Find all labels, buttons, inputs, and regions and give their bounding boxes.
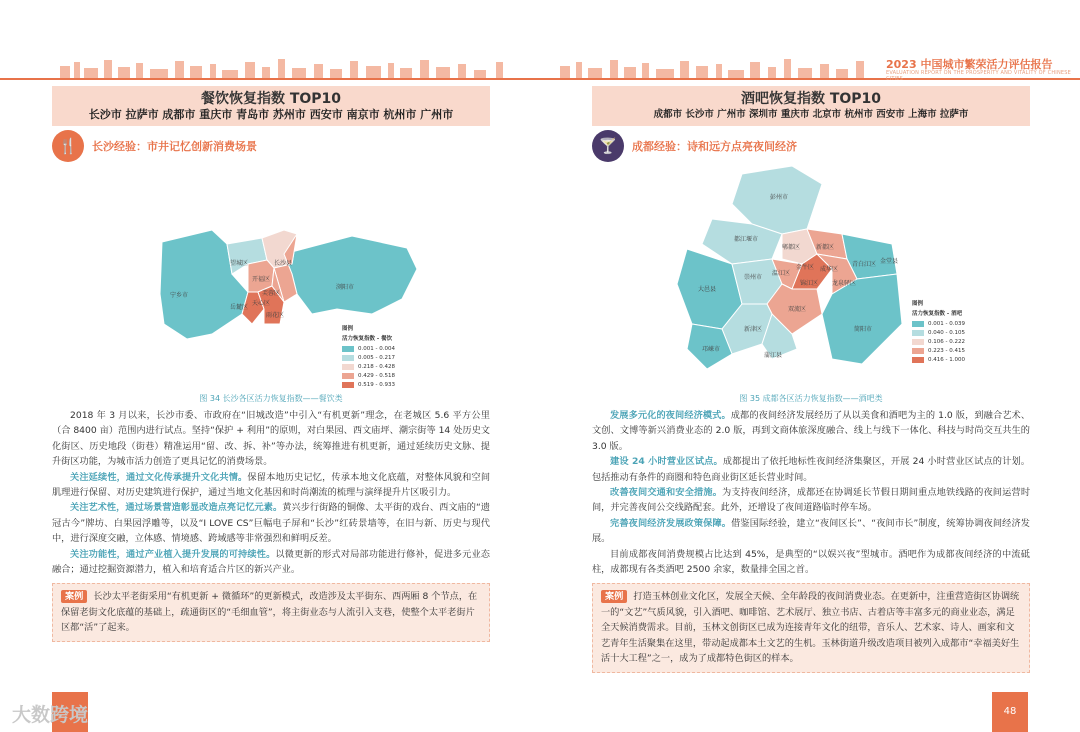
map-label: 都江堰市 xyxy=(734,236,759,243)
report-subtitle: EVALUATION REPORT ON THE PROSPERITY AND VITALITY OF CHINESE CITIES xyxy=(886,70,1071,82)
right-title: 酒吧恢复指数 TOP10 xyxy=(740,91,882,107)
right-paragraph-3: 改善夜间交通和安全措施。为支持夜间经济，成都还在协调延长节假日期间重点地铁线路的夜间运营时间，并完善夜间公交线路配套。此外，还增设了夜间道路临时停车场。 xyxy=(592,487,1031,514)
left-experience xyxy=(52,128,490,164)
map-label: 双流区 xyxy=(788,306,807,313)
left-title-band xyxy=(52,86,490,126)
case-tag: 案例 xyxy=(601,590,627,603)
map-label: 郫都区 xyxy=(782,244,801,251)
highlight-text: 改善夜间交通和安全措施。 xyxy=(610,487,723,499)
map-label: 新都区 xyxy=(816,244,835,251)
map-label: 金牛区 xyxy=(796,264,815,271)
legend-title: 图例 xyxy=(912,301,924,307)
legend-row: 0.106 - 0.222 xyxy=(912,337,965,346)
highlight-text: 关注延续性，通过文化传承提升文化共情。 xyxy=(70,471,248,483)
chengdu-map xyxy=(592,164,1030,389)
legend-row: 0.005 - 0.217 xyxy=(342,353,395,362)
map-label: 望城区 xyxy=(230,260,249,267)
map-label: 蒲江县 xyxy=(764,352,783,359)
right-paragraph-5: 目前成都夜间消费规模占比达到 45%，是典型的“以娱兴夜”型城市。酒吧作为成都夜间经济的中流砥柱，成都现有各类酒吧 2500 余家，数量排全国之首。 xyxy=(592,548,1030,576)
highlight-text: 建设 24 小时营业区试点。 xyxy=(610,456,723,468)
bar-icon: 🍸 xyxy=(592,130,624,162)
left-page xyxy=(52,86,490,642)
right-paragraph-2: 建设 24 小时营业区试点。成都提出了依托地标性夜间经济集聚区，开展 24 小时营业区试点的计划。包括推动有条件的商圈和特色商业街区延长营业时间。 xyxy=(592,456,1030,483)
case-text: 打造玉林创业文化区，发展全天候、全年龄段的夜间消费业态。在更新中，注重营造街区协调统一的“文艺”气质风貌，引入酒吧、咖啡馆、艺术展厅、独立书店、古着店等丰富多元的商业业态，满足全天候消费需求。目前，玉林文创街区已成为连接青年文化的纽带，音乐人、艺术家、诗人、画家和文艺青年生活聚集在这里，带动起成都本土文艺的生机。玉林街道升级改造项目被列入成都市“幸福美好生活十大工程”之一，成为了成都特色街区的样本。 xyxy=(601,591,1020,665)
map-label: 芙蓉区 xyxy=(262,290,281,297)
left-paragraph-4: 关注功能性，通过产业植入提升发展的可持续性。以微更新的形式对局部功能进行修补，促进多元业态融合；通过挖掘资源潜力，植入和培育适合片区的新兴产业。 xyxy=(52,548,490,576)
changsha-map-shapes xyxy=(52,164,490,389)
map-label: 龙泉驿区 xyxy=(832,280,857,287)
right-experience xyxy=(592,128,1030,164)
right-page-number: 48 xyxy=(992,692,1028,732)
right-paragraph-4: 完善夜间经济发展政策保障。借鉴国际经验，建立“夜间区长”、“夜间市长”制度，统筹协调夜间经济发展。 xyxy=(592,517,1030,545)
fork-knife-icon: 🍴 xyxy=(52,130,84,162)
right-case-box xyxy=(592,583,1030,672)
map-label: 天心区 xyxy=(252,300,271,307)
legend-row: 0.223 - 0.415 xyxy=(912,346,965,355)
highlight-text: 关注艺术性，通过场景营造彰显改造点亮记忆元素。 xyxy=(70,502,283,514)
highlight-text: 完善夜间经济发展政策保障。 xyxy=(610,517,732,529)
left-case-box xyxy=(52,583,490,641)
left-paragraph-3: 关注艺术性，通过场景营造彰显改造点亮记忆元素。黄兴步行街路的铜像、太平街的戏台、西文庙的“遗冠古今”牌坊、白果园浮雕等，以及“I LOVE CS”巨幅电子屏和“长沙”红砖景墙等，在旧与新、历史与现代中，进行深度交融，立体感、情境感、跨域感等非常强烈和鲜明反差。 xyxy=(52,502,490,545)
case-tag: 案例 xyxy=(61,590,87,603)
legend-row: 0.001 - 0.004 xyxy=(342,344,395,353)
map-label: 浏阳市 xyxy=(336,284,355,291)
legend-subtitle: 活力恢复指数 - 餐饮 xyxy=(342,336,393,342)
right-cities: 成都市 长沙市 广州市 深圳市 重庆市 北京市 杭州市 西安市 上海市 拉萨市 xyxy=(653,109,969,120)
map-label: 大邑县 xyxy=(698,286,717,293)
legend-subtitle: 活力恢复指数 - 酒吧 xyxy=(912,311,963,317)
map-label: 开福区 xyxy=(252,276,271,283)
map-label: 新津区 xyxy=(744,326,763,333)
legend-row: 0.001 - 0.039 xyxy=(912,319,965,328)
map-label: 简阳市 xyxy=(854,326,873,333)
legend-row: 0.519 - 0.933 xyxy=(342,380,395,389)
map-label: 崇州市 xyxy=(744,274,763,281)
right-figure-caption: 图 35 成都各区活力恢复指数——酒吧类 xyxy=(739,394,883,403)
legend-row: 0.040 - 0.105 xyxy=(912,328,965,337)
legend-row: 0.429 - 0.518 xyxy=(342,371,395,380)
map-label: 金堂县 xyxy=(880,258,899,265)
right-page xyxy=(592,86,1030,673)
map-label: 雨花区 xyxy=(266,312,285,319)
changsha-map xyxy=(52,164,490,389)
right-paragraph-1: 发展多元化的夜间经济模式。成都的夜间经济发展经历了从以美食和酒吧为主的 1.0 版，到融合艺术、文创、文博等新兴消费业态的 2.0 版，再到文商体旅深度融合、线上与线下一体化、科技与时尚交互共生的 3.0 版。 xyxy=(592,410,1031,452)
map-label: 成华区 xyxy=(820,266,839,273)
report-title: 2023 中国城市繁荣活力评估报告 xyxy=(886,58,1053,71)
highlight-text: 发展多元化的夜间经济模式。 xyxy=(610,410,731,421)
map-label: 邛崃市 xyxy=(702,346,721,353)
watermark: 大数跨境 xyxy=(12,704,89,726)
left-title: 餐饮恢复指数 TOP10 xyxy=(200,91,342,107)
map-label: 长沙县 xyxy=(274,260,293,267)
right-experience-title: 成都经验：诗和远方点亮夜间经济 xyxy=(632,140,797,153)
left-legend xyxy=(342,324,395,389)
map-label: 青白江区 xyxy=(852,261,877,268)
highlight-text: 关注功能性，通过产业植入提升发展的可持续性。 xyxy=(70,548,276,560)
map-label: 锦江区 xyxy=(800,280,819,287)
map-label: 岳麓区 xyxy=(230,304,249,311)
right-legend xyxy=(912,299,965,364)
legend-row: 0.416 - 1.000 xyxy=(912,355,965,364)
map-label: 彭州市 xyxy=(770,194,789,201)
right-title-band xyxy=(592,86,1030,126)
legend-title: 图例 xyxy=(342,326,354,332)
map-label: 宁乡市 xyxy=(170,292,189,299)
case-text: 长沙太平老街采用“有机更新 + 微循环”的更新模式，改造涉及太平街东、西两厢 8 个节点，在保留老街文化底蕴的基础上，疏通街区的“毛细血管”，将主街业态与人流引入支巷，使整个太平老街片区都“活”了起来。 xyxy=(61,591,478,634)
map-label: 温江区 xyxy=(772,270,791,277)
left-cities: 长沙市 拉萨市 成都市 重庆市 青岛市 苏州市 西安市 南京市 杭州市 广州市 xyxy=(88,108,454,121)
left-figure-caption: 图 34 长沙各区活力恢复指数——餐饮类 xyxy=(199,394,343,403)
left-experience-title: 长沙经验：市井记忆创新消费场景 xyxy=(92,140,257,153)
left-paragraph-1: 2018 年 3 月以来，长沙市委、市政府在“旧城改造”中引入“有机更新”理念，在老城区 5.6 平方公里（合 8400 亩）范围内进行试点。坚持“保护 + 利用”的原则，对白果园、西文庙坪、潮宗街等 14 处历史文化街区、历史地段（街巷）精准运用“留、改、拆、补”等办法，统筹推进有机更新，通过延续历史文脉、提升街区功能，为城市活力创造了更具记忆的消费场景。 xyxy=(52,410,490,468)
legend-row: 0.218 - 0.428 xyxy=(342,362,395,371)
left-paragraph-2: 关注延续性，通过文化传承提升文化共情。保留本地历史记忆，传承本地文化底蕴，对整体风貌和空间肌理进行保留、对历史建筑进行保护，通过当地文化基因和时尚潮流的梳理与演绎提升片区吸引力。 xyxy=(52,471,491,499)
